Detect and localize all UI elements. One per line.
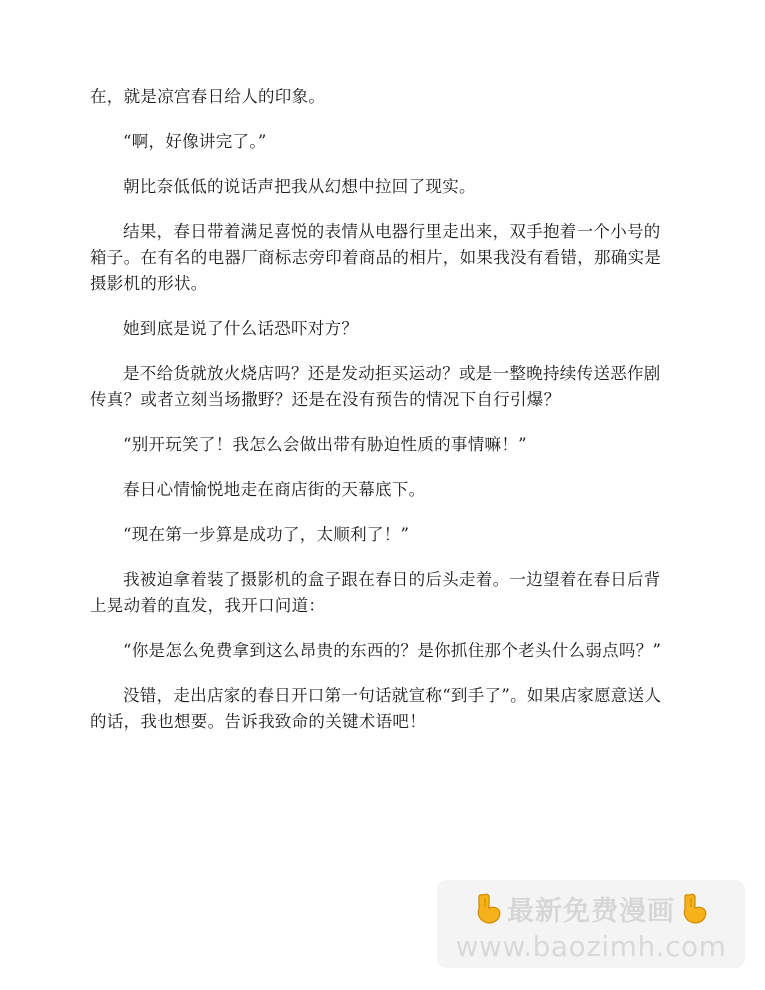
paragraph: “现在第一步算是成功了，太顺利了！” (123, 525, 410, 544)
paragraph: 是不给货就放火烧店吗？还是发动拒买运动？或是一整晚持续传送恶作剧传真？或者立刻当场撒野？还是在没有预告的情况下自行引爆？ (90, 364, 661, 409)
text-body (90, 84, 670, 754)
paragraph: 她到底是说了什么话恐吓对方？ (123, 319, 359, 338)
paragraph: 在，就是凉宫春日给人的印象。 (90, 87, 326, 106)
paragraph: “别开玩笑了！我怎么会做出带有胁迫性质的事情嘛！” (123, 435, 527, 454)
paragraph: 我被迫拿着装了摄影机的盒子跟在春日的后头走着。一边望着在春日后背上晃动着的直发，我开口问道： (90, 570, 661, 615)
paragraph: 结果，春日带着满足喜悦的表情从电器行里走出来，双手抱着一个小号的箱子。在有名的电器厂商标志旁印着商品的相片，如果我没有看错，那确实是摄影机的形状。 (90, 222, 662, 293)
watermark (437, 880, 745, 968)
paragraph: 没错，走出店家的春日开口第一句话就宣称“到手了”。如果店家愿意送人的话，我也想要。告诉我致命的关键术语吧！ (90, 686, 662, 731)
paragraph: 春日心情愉悦地走在商店街的天幕底下。 (123, 480, 426, 499)
watermark-title: 最新免费漫画 (507, 895, 675, 927)
paragraph: “你是怎么免费拿到这么昂贵的东西的？是你抓住那个老头什么弱点吗？” (123, 641, 662, 660)
pointing-hand-icon (473, 892, 503, 924)
pointing-hand-icon (679, 892, 709, 924)
paragraph: “啊，好像讲完了。” (123, 132, 267, 151)
watermark-title-row (447, 888, 735, 928)
watermark-url: www.baozimh.com (455, 930, 727, 963)
paragraph: 朝比奈低低的说话声把我从幻想中拉回了现实。 (123, 177, 476, 196)
